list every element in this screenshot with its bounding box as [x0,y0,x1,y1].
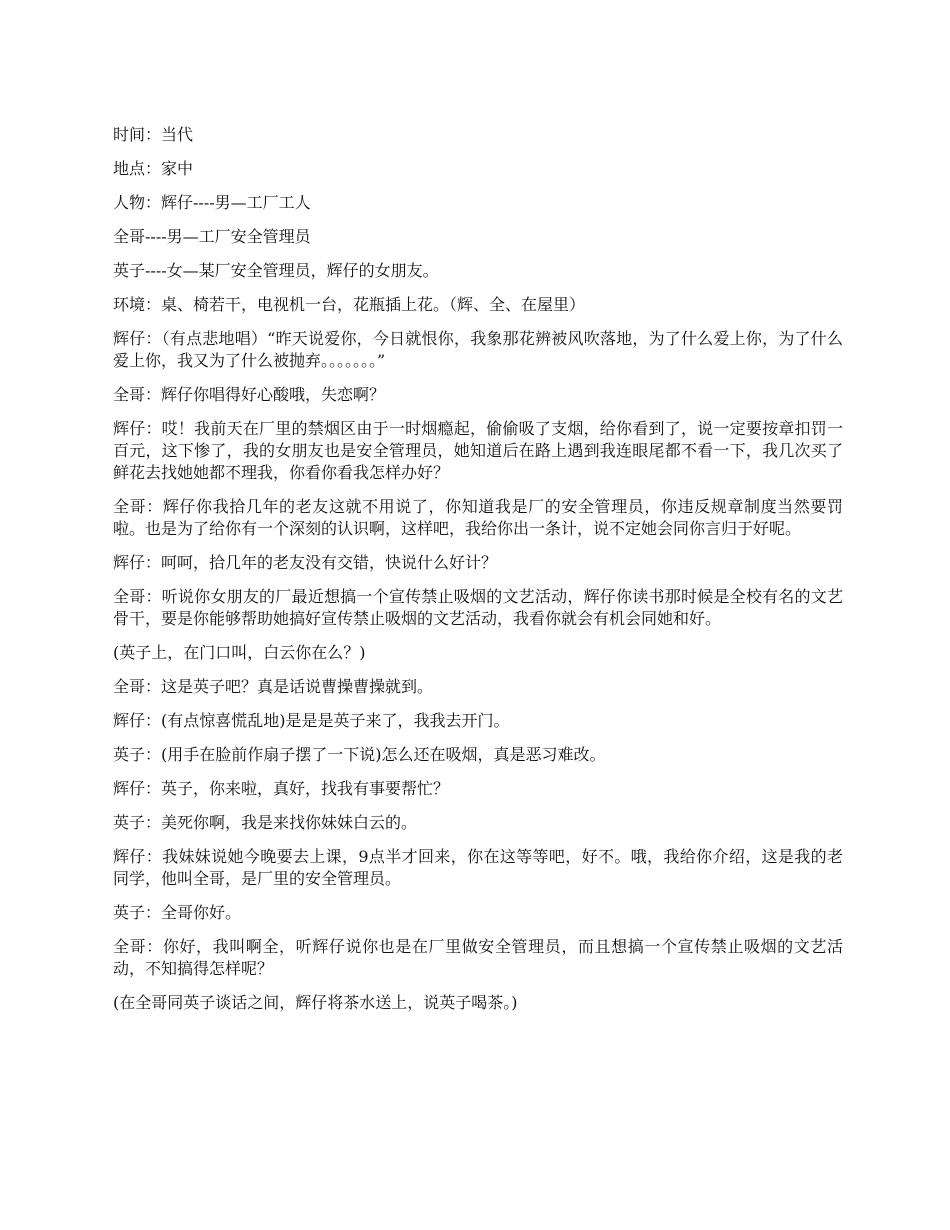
dialogue-line: 全哥：辉仔你唱得好心酸哦，失恋啊？ [113,385,386,404]
dialogue-line: 全哥：你好，我叫啊全，听辉仔说你也是在厂里做安全管理员，而且想搞一个宣传禁止吸烟的文艺活动，不知搞得怎样呢？ [113,937,843,978]
dialogue-line: 全哥：这是英子吧？真是话说曹操曹操就到。 [113,677,434,696]
document-page [113,124,843,1026]
dialogue-line: 辉仔：呵呵，拾几年的老友没有交错，快说什么好计？ [113,553,498,572]
dialogue-line: 辉仔：我妹妹说她今晚要去上课，9点半才回来，你在这等等吧，好不。哦，我给你介绍，这是我的老同学，他叫全哥，是厂里的安全管理员。 [113,847,843,888]
scene-location: 地点：家中 [113,159,194,178]
stage-direction: (在全哥同英子谈话之间，辉仔将茶水送上，说英子喝茶。) [113,993,518,1012]
scene-environment: 环境：桌、椅若干，电视机一台，花瓶插上花。（辉、全、在屋里） [113,295,586,314]
character-yingzi: 英子----女—某厂安全管理员，辉仔的女朋友。 [113,261,439,280]
dialogue-line: 英子：全哥你好。 [113,903,242,922]
dialogue-line: 辉仔：哎！我前天在厂里的禁烟区由于一时烟瘾起，偷偷吸了支烟，给你看到了，说一定要按章扣罚一百元，这下惨了，我的女朋友也是安全管理员，她知道后在路上遇到我连眼尾都不看一下，我几次买了鲜花去找她她都不理我，你看你看我怎样办好？ [113,419,843,482]
character-huizai: 人物：辉仔----男—工厂工人 [113,193,311,212]
dialogue-line: 英子：美死你啊，我是来找你妹妹白云的。 [113,813,418,832]
character-quange: 全哥----男—工厂安全管理员 [113,227,311,246]
dialogue-line: 英子：(用手在脸前作扇子摆了一下说)怎么还在吸烟，真是恶习难改。 [113,745,606,764]
stage-direction: (英子上，在门口叫，白云你在么？) [113,643,366,662]
dialogue-line: 全哥：辉仔你我拾几年的老友这就不用说了，你知道我是厂的安全管理员，你违反规章制度当然要罚啦。也是为了给你有一个深刻的认识啊，这样吧，我给你出一条计，说不定她会同你言归于好呢。 [113,497,843,538]
dialogue-line: 辉仔：(有点惊喜慌乱地)是是是英子来了，我我去开门。 [113,711,510,730]
dialogue-line: 全哥：听说你女朋友的厂最近想搞一个宣传禁止吸烟的文艺活动，辉仔你读书那时候是全校有名的文艺骨干，要是你能够帮助她搞好宣传禁止吸烟的文艺活动，我看你就会有机会同她和好。 [113,587,843,628]
dialogue-line: 辉仔：（有点悲地唱）“昨天说爱你，今日就恨你，我象那花辨被风吹落地，为了什么爱上你，为了什么爱上你，我又为了什么被抛弃。。。。。。。” [113,329,843,370]
scene-time: 时间：当代 [113,125,194,144]
dialogue-line: 辉仔：英子，你来啦，真好，找我有事要帮忙？ [113,779,450,798]
